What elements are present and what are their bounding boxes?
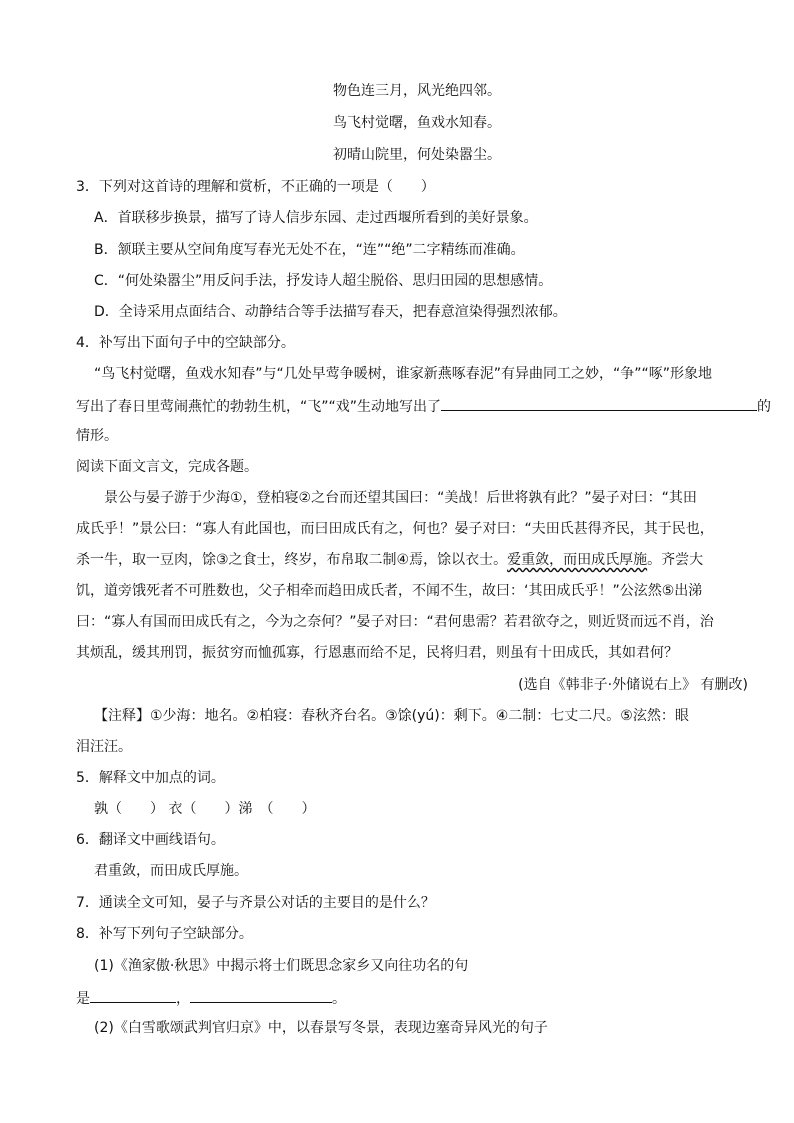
poem-line-2: 鸟飞村觉曙，鱼戏水知春。 <box>333 115 501 131</box>
question-8-sub-1-answer <box>76 988 346 1008</box>
answer-separator: ， <box>176 991 190 1007</box>
passage-line-1: 景公与晏子游于少海①，登柏寝②之台而还望其国曰：“美战！后世将孰有此？”晏子对曰：“其田 <box>104 490 697 506</box>
passage-line-2: 成氏乎！”景公曰：“寡人有此国也，而曰田成氏有之，何也？晏子对曰：“夫田氏甚得齐民，其于民也， <box>76 521 714 537</box>
question-5-stem: 5．解释文中加点的词。 <box>76 770 225 786</box>
question-4-line-2 <box>76 396 771 416</box>
question-3-option-c: C．“何处染嚣尘”用反问手法，抒发诗人超尘脱俗、思归田园的思想感情。 <box>94 273 553 289</box>
question-3-option-d: D．全诗采用点面结合、动静结合等手法描写春天，把春意渲染得强烈浓郁。 <box>94 304 567 320</box>
question-3-option-a: A．首联移步换景，描写了诗人信步东园、走过西堰所看到的美好景象。 <box>94 210 538 226</box>
question-8-stem: 8．补写下列句子空缺部分。 <box>76 926 253 942</box>
question-3-option-b: B．颔联主要从空间角度写春光无处不在，“连”“绝”二字精练而准确。 <box>94 242 525 258</box>
passage-source: (选自《韩非子·外储说右上》 有删改) <box>518 677 748 693</box>
question-4-line-1: “鸟飞村觉曙，鱼戏水知春”与“几处早莺争暖树，谁家新燕啄春泥”有异曲同工之妙，“争”“啄”形象地 <box>94 366 713 382</box>
question-3-stem: 3．下列对这首诗的理解和赏析，不正确的一项是（ ） <box>76 179 435 195</box>
question-5-items: 孰（ ） 衣（ ）涕 （ ） <box>94 801 316 817</box>
passage-line-3 <box>76 551 703 569</box>
question-8-sub-1: (1)《渔家傲·秋思》中揭示将士们既思念家乡又向往功名的句 <box>94 958 469 974</box>
question-4-line-2-text: 写出了春日里莺闹燕忙的勃勃生机，“飞”“戏”生动地写出了 <box>76 399 442 415</box>
underlined-sentence: 爱重敛，而田成氏厚施 <box>507 552 648 568</box>
question-7-stem: 7．通读全文可知，晏子与齐景公对话的主要目的是什么？ <box>76 895 435 911</box>
question-6-sentence: 君重敛，而田成氏厚施。 <box>94 863 248 879</box>
answer-end: 。 <box>332 991 346 1007</box>
question-8-sub-2: (2)《白雪歌颂武判官归京》中，以春景写冬景，表现边塞奇异风光的句子 <box>94 1020 548 1036</box>
answer-blank-1[interactable] <box>90 988 176 1003</box>
poem-line-3: 初晴山院里，何处染嚣尘。 <box>333 147 501 163</box>
passage-line-6: 其烦乱，缓其刑罚，振贫穷而恤孤寡，行恩惠而给不足，民将归君，则虽有十田成氏，其如君何？ <box>76 645 678 661</box>
question-4-line-3: 情形。 <box>76 428 118 444</box>
answer-prefix: 是 <box>76 991 90 1007</box>
passage-line-4: 饥，道旁饿死者不可胜数也，父子相牵而趋田成氏者，不闻不生，故曰：‘其田成氏乎！”公泫然⑤出涕 <box>76 583 703 599</box>
poem-line-1: 物色连三月，风光绝四邻。 <box>333 83 501 99</box>
passage-line-3-text: 杀一牛，取一豆肉，馀③之食士，终岁，布帛取二制④焉，馀以衣士。 <box>76 552 508 568</box>
notes-line-1: 【注释】①少海：地名。②柏寝：春秋齐台名。③馀(yú)：剩下。④二制：七丈二尺。⑤泫然：眼 <box>94 708 689 724</box>
passage-line-3-end: 。齐尝大 <box>647 552 704 568</box>
reading-intro: 阅读下面文言文，完成各题。 <box>76 459 258 475</box>
question-6-stem: 6．翻译文中画线语句。 <box>76 832 225 848</box>
passage-line-5: 曰：“寡人有国而田成氏有之，今为之奈何？”晏子对曰：“君何患需？若君欲夺之，则近贤而远不肖，治 <box>76 614 714 630</box>
answer-blank-2[interactable] <box>190 988 332 1003</box>
question-4-line-2-end: 的 <box>757 399 772 415</box>
notes-line-2: 泪汪汪。 <box>76 739 132 755</box>
question-4-stem: 4．补写出下面句子中的空缺部分。 <box>76 335 295 351</box>
answer-blank[interactable] <box>441 396 757 411</box>
